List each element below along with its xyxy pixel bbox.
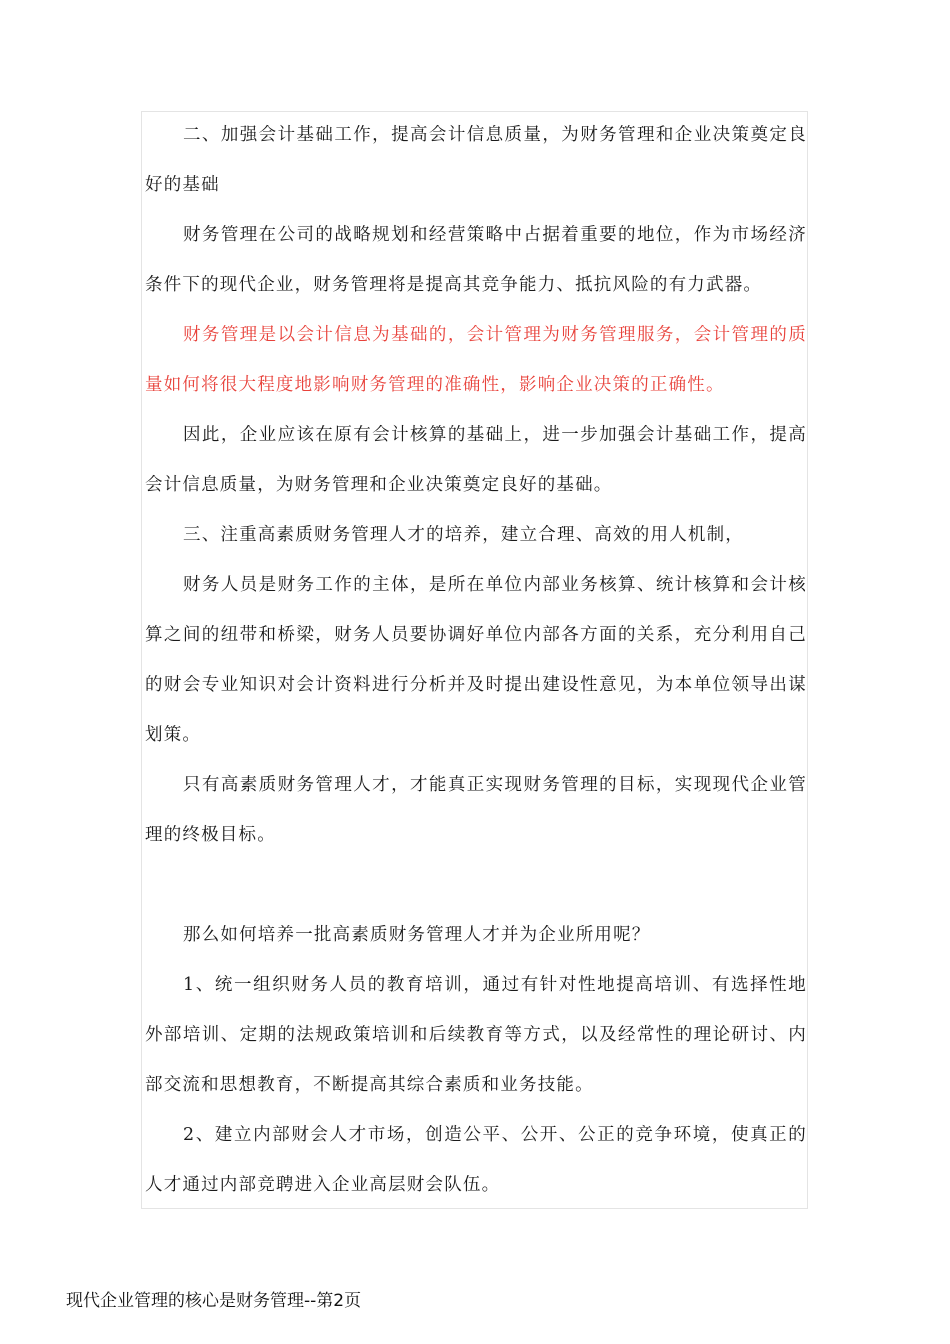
- section-three-heading: 三、注重高素质财务管理人才的培养，建立合理、高效的用人机制，: [183, 525, 744, 545]
- paragraph-financial-role: 财务管理在公司的战略规划和经营策略中占据着重要的地位，作为市场经济条件下的现代企业，财务管理将是提高其竞争能力、抵抗风险的有力武器。: [145, 225, 807, 295]
- section-two-heading: 二、加强会计基础工作，提高会计信息质量，为财务管理和企业决策奠定良好的基础: [145, 125, 807, 195]
- paragraph-staff-role: 财务人员是财务工作的主体，是所在单位内部业务核算、统计核算和会计核算之间的纽带和桥梁，财务人员要协调好单位内部各方面的关系，充分利用自己的财会专业知识对会计资料进行分析并及时提出建设性意见，为本单位领导出谋划策。: [145, 575, 807, 745]
- page-footer: 现代企业管理的核心是财务管理--第2页: [66, 1291, 362, 1311]
- list-item-1: 1、统一组织财务人员的教育培训，通过有针对性地提高培训、有选择性地外部培训、定期的法规政策培训和后续教育等方式，以及经常性的理论研讨、内部交流和思想教育，不断提高其综合素质和业务技能。: [145, 975, 807, 1095]
- paragraph-talent-goal: 只有高素质财务管理人才，才能真正实现财务管理的目标，实现现代企业管理的终极目标。: [145, 775, 807, 845]
- paragraph-highlighted-accounting: 财务管理是以会计信息为基础的，会计管理为财务管理服务，会计管理的质量如何将很大程度地影响财务管理的准确性，影响企业决策的正确性。: [145, 325, 807, 395]
- paragraph-question: 那么如何培养一批高素质财务管理人才并为企业所用呢？: [183, 925, 651, 945]
- list-item-2: 2、建立内部财会人才市场，创造公平、公开、公正的竞争环境，使真正的人才通过内部竞聘进入企业高层财会队伍。: [145, 1125, 807, 1195]
- paragraph-therefore: 因此，企业应该在原有会计核算的基础上，进一步加强会计基础工作，提高会计信息质量，为财务管理和企业决策奠定良好的基础。: [145, 425, 807, 495]
